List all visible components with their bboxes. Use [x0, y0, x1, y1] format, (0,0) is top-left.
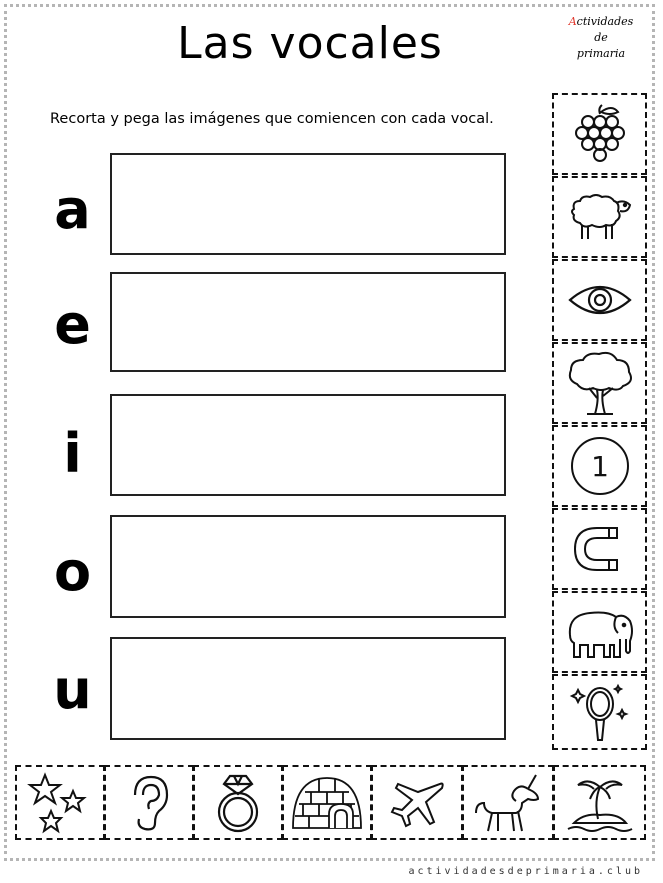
- vowel-i: i: [63, 422, 82, 485]
- number-one-label: 1: [590, 450, 609, 483]
- cut-card-island[interactable]: [553, 765, 646, 840]
- unicorn-icon: [472, 773, 544, 833]
- elephant-icon: [564, 605, 636, 659]
- stars-icon: [29, 773, 91, 833]
- paste-box-i[interactable]: [110, 394, 506, 496]
- instruction-text: Recorta y pega las imágenes que comiencen con cada vocal.: [50, 111, 494, 127]
- tree-icon: [565, 350, 635, 416]
- magnet-icon: [569, 518, 631, 580]
- island-icon: [564, 773, 636, 833]
- cut-card-ear[interactable]: [104, 765, 194, 840]
- sheep-icon: [566, 191, 634, 243]
- igloo-icon: [289, 774, 365, 832]
- vowel-u: u: [53, 658, 92, 721]
- cut-card-igloo[interactable]: [282, 765, 372, 840]
- ring-icon: [214, 772, 262, 834]
- footer-url[interactable]: actividadesdeprimaria.club: [408, 866, 643, 877]
- cut-card-tree[interactable]: [552, 342, 647, 424]
- cut-card-number-one[interactable]: [552, 425, 647, 507]
- page-title: Las vocales: [177, 18, 443, 69]
- cut-card-sheep[interactable]: [552, 176, 647, 258]
- vowel-o: o: [53, 540, 92, 603]
- grapes-icon: [568, 102, 632, 166]
- cut-card-stars[interactable]: [15, 765, 105, 840]
- cut-card-mirror[interactable]: [552, 674, 647, 750]
- brand-logo: [561, 14, 641, 62]
- cut-card-eye[interactable]: [552, 259, 647, 341]
- cut-card-grapes[interactable]: [552, 93, 647, 175]
- airplane-icon: [388, 778, 446, 828]
- paste-box-o[interactable]: [110, 515, 506, 618]
- mirror-icon: [570, 680, 630, 744]
- brand-first-letter: A: [568, 15, 577, 28]
- eye-icon: [567, 280, 633, 320]
- paste-box-e[interactable]: [110, 272, 506, 372]
- cut-card-ring[interactable]: [193, 765, 283, 840]
- number-one-icon: [568, 434, 632, 498]
- vowel-e: e: [54, 293, 91, 356]
- brand-line2: primaria: [576, 47, 626, 60]
- vowel-a: a: [54, 178, 91, 241]
- cut-card-magnet[interactable]: [552, 508, 647, 590]
- paste-box-u[interactable]: [110, 637, 506, 740]
- ear-icon: [127, 773, 171, 833]
- paste-box-a[interactable]: [110, 153, 506, 255]
- cut-card-unicorn[interactable]: [462, 765, 554, 840]
- cut-card-airplane[interactable]: [371, 765, 463, 840]
- cut-card-elephant[interactable]: [552, 591, 647, 673]
- brand-line1: ctividades de: [576, 15, 634, 44]
